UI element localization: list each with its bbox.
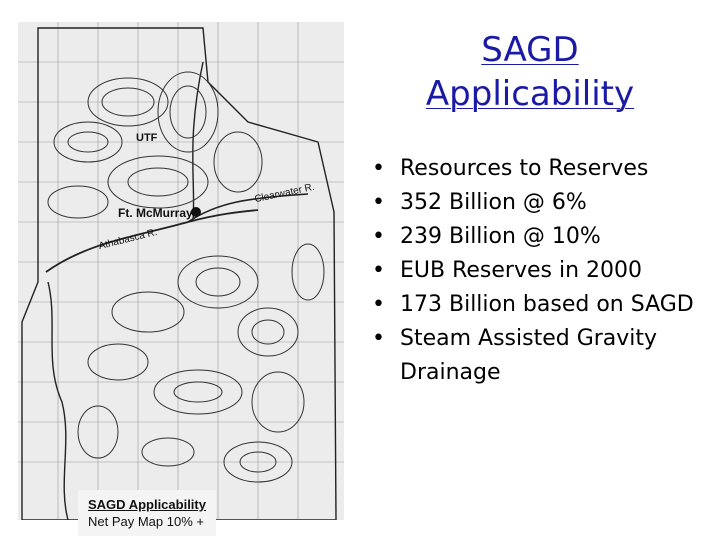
net-pay-map [18, 22, 344, 529]
slide-title-line2: Applicability [425, 74, 635, 114]
bullet-item: • Resources to Reserves [372, 152, 712, 186]
slide-title-line1: SAGD [481, 30, 579, 70]
bullet-list [372, 152, 712, 390]
map-caption-subtitle: Net Pay Map 10% + [88, 514, 204, 529]
map-caption [78, 490, 216, 536]
bullet-item: • 173 Billion based on SAGD [372, 288, 700, 322]
bullet-item: • EUB Reserves in 2000 [372, 254, 712, 288]
map-label-athabasca: Athabasca R. [97, 226, 159, 253]
contour-map-graphic [18, 22, 344, 520]
map-label-clearwater: Clearwater R. [253, 181, 316, 206]
bullet-item: • 352 Billion @ 6% [372, 186, 712, 220]
bullet-item: • 239 Billion @ 10% [372, 220, 712, 254]
map-caption-title: SAGD Applicability [88, 497, 206, 512]
map-label-utf: UTF [136, 132, 158, 144]
map-label-ft-mcmurray: Ft. McMurray [118, 206, 193, 220]
bullet-item: • Steam Assisted Gravity Drainage [372, 322, 660, 390]
slide-title [380, 28, 680, 116]
